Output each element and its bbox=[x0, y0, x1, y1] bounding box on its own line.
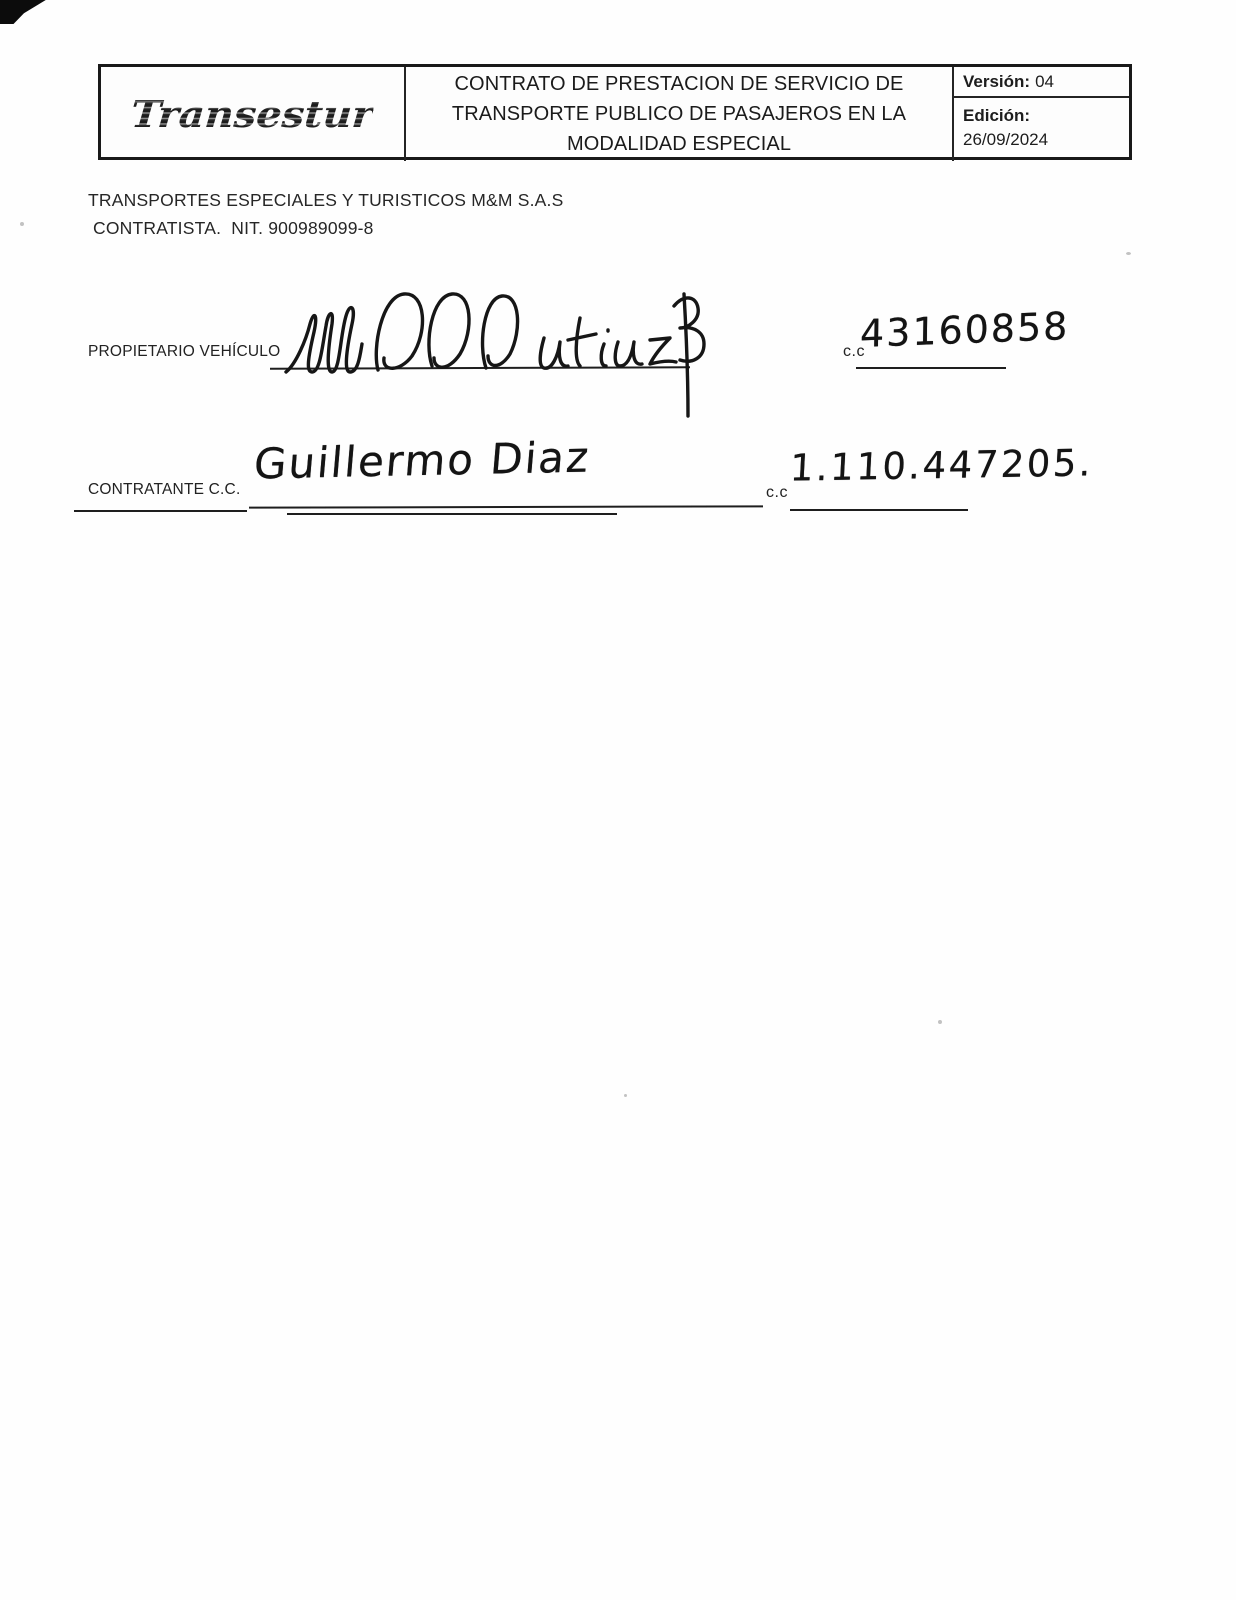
contratante-signature-line-2 bbox=[287, 513, 617, 515]
propietario-signature-scribble bbox=[282, 288, 706, 438]
transestur-logo: Transestur bbox=[129, 92, 376, 136]
propietario-cc-label: c.c bbox=[843, 343, 865, 360]
document-header-table bbox=[98, 64, 1132, 160]
version-value: 04 bbox=[1035, 71, 1055, 91]
title-cell bbox=[404, 67, 952, 161]
contratante-label-underline bbox=[74, 510, 247, 512]
propietario-cc-line bbox=[856, 367, 1006, 369]
scan-artifact-corner bbox=[0, 0, 52, 24]
edition-date: 26/09/2024 bbox=[963, 130, 1049, 149]
scan-speck bbox=[20, 222, 24, 226]
contratante-name-handwritten: Guillermo Diaz bbox=[251, 432, 593, 489]
company-block bbox=[88, 186, 563, 242]
version-row bbox=[954, 67, 1129, 98]
company-contratista-nit: CONTRATISTA. NIT. 900989099-8 bbox=[93, 218, 374, 238]
scan-speck bbox=[624, 1094, 627, 1097]
contratante-cc-number-handwritten: 1.110.447205. bbox=[788, 441, 1095, 490]
document-title-line-2: TRANSPORTE PUBLICO DE PASAJEROS EN LA bbox=[451, 103, 907, 125]
scan-speck bbox=[938, 1020, 942, 1024]
version-cell bbox=[952, 67, 1129, 161]
contratante-cc-label: c.c bbox=[766, 484, 788, 501]
edition-label: Edición: bbox=[963, 106, 1031, 125]
contratante-cc-label-field: CONTRATANTE C.C. bbox=[88, 481, 241, 498]
contratante-signature-line bbox=[249, 505, 763, 508]
version-label: Versión: bbox=[963, 71, 1031, 91]
company-name: TRANSPORTES ESPECIALES Y TURISTICOS M&M S.A.S bbox=[88, 190, 564, 210]
scan-speck bbox=[1126, 252, 1131, 255]
propietario-vehiculo-label: PROPIETARIO VEHÍCULO bbox=[88, 343, 281, 360]
document-title-line-3: MODALIDAD ESPECIAL bbox=[566, 133, 792, 155]
logo-cell bbox=[101, 67, 404, 161]
contratante-cc-line bbox=[790, 509, 968, 511]
propietario-cc-number-handwritten: 43160858 bbox=[859, 303, 1070, 357]
document-title-line-1: CONTRATO DE PRESTACION DE SERVICIO DE bbox=[454, 73, 904, 95]
edition-row bbox=[954, 98, 1129, 152]
